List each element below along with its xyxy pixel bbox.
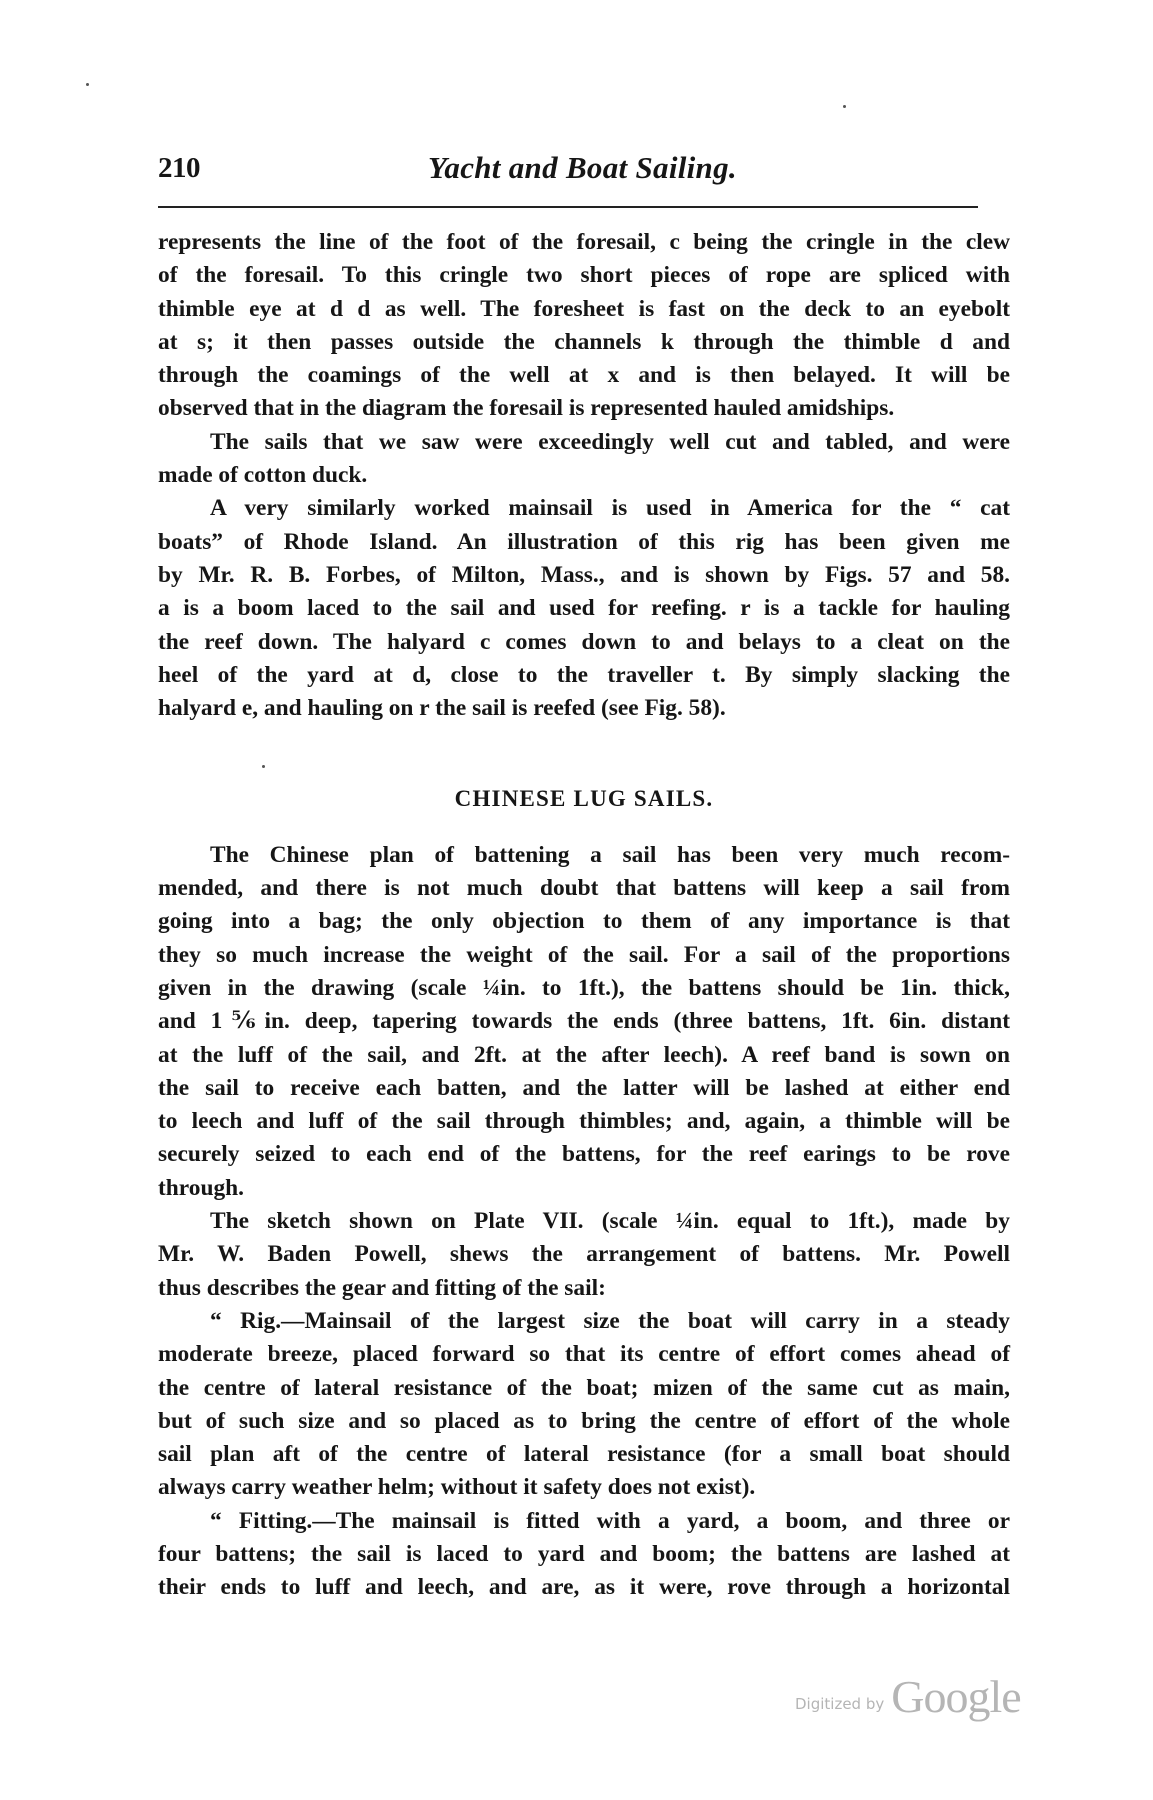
running-title: Yacht and Boat Sailing. bbox=[428, 150, 737, 185]
text-line: and 1⅚in. deep, tapering towards the ends (three battens, 1ft. 6in. distant bbox=[158, 1008, 1010, 1035]
text-line: they so much increase the weight of the sail. For a sail of the proportions bbox=[158, 941, 1010, 968]
text-line: given in the drawing (scale ¼in. to 1ft.), the battens should be 1in. thick, bbox=[158, 974, 1010, 1001]
text-line: the reef down. The halyard c comes down to and belays to a cleat on the bbox=[158, 628, 1010, 655]
text-line: at s; it then passes outside the channels k through the thimble d and bbox=[158, 328, 1010, 355]
text-line: made of cotton duck. bbox=[158, 462, 368, 489]
text-line: boats” of Rhode Island. An illustration of this rig has been given me bbox=[158, 528, 1010, 555]
scan-speck bbox=[86, 83, 89, 86]
google-logo: Google bbox=[891, 1671, 1021, 1722]
text-line: through the coamings of the well at x and is then belayed. It will be bbox=[158, 362, 1010, 389]
text-line: the centre of lateral resistance of the boat; mizen of the same cut as main, bbox=[158, 1374, 1010, 1401]
paragraph-2 bbox=[158, 426, 1010, 493]
text-line: securely seized to each end of the battens, for the reef earings to be rove bbox=[158, 1141, 1010, 1168]
text-line: four battens; the sail is laced to yard and boom; the battens are lashed at bbox=[158, 1540, 1010, 1567]
text-line: of the foresail. To this cringle two short pieces of rope are spliced with bbox=[158, 262, 1010, 289]
paragraph-5 bbox=[158, 1205, 1010, 1305]
text-line: a is a boom laced to the sail and used for reefing. r is a tackle for hauling bbox=[158, 595, 1010, 622]
text-line: thimble eye at d d as well. The foresheet is fast on the deck to an eyebolt bbox=[158, 295, 1010, 322]
scan-speck bbox=[843, 105, 846, 108]
text-line: halyard e, and hauling on r the sail is reefed (see Fig. 58). bbox=[158, 695, 726, 722]
page-number: 210 bbox=[158, 152, 200, 184]
text-line: going into a bag; the only objection to them of any importance is that bbox=[158, 908, 1010, 935]
text-line: heel of the yard at d, close to the traveller t. By simply slacking the bbox=[158, 661, 1010, 688]
paragraph-3 bbox=[158, 492, 1010, 725]
text-line: The Chinese plan of battening a sail has been very much recom- bbox=[210, 841, 1010, 868]
text-line: the sail to receive each batten, and the latter will be lashed at either end bbox=[158, 1074, 1010, 1101]
section-heading: CHINESE LUG SAILS. bbox=[454, 786, 714, 812]
text-line: The sails that we saw were exceedingly well cut and tabled, and were bbox=[210, 428, 1010, 455]
header-rule bbox=[158, 206, 978, 208]
text-line: Mr. W. Baden Powell, shews the arrangement of battens. Mr. Powell bbox=[158, 1241, 1010, 1268]
paragraph-6-quote-rig bbox=[158, 1305, 1010, 1505]
text-line: through. bbox=[158, 1174, 245, 1201]
page-header bbox=[158, 148, 973, 192]
text-line: mended, and there is not much doubt that battens will keep a sail from bbox=[158, 875, 1010, 902]
text-line: represents the line of the foot of the foresail, c being the cringle in the clew bbox=[158, 229, 1010, 255]
text-line: to leech and luff of the sail through thimbles; and, again, a thimble will be bbox=[158, 1108, 1010, 1135]
text-line: thus describes the gear and fitting of the sail: bbox=[158, 1274, 606, 1301]
paragraph-7-quote-fitting bbox=[158, 1505, 1010, 1605]
paragraph-4 bbox=[158, 839, 1010, 1205]
scan-speck bbox=[262, 765, 265, 768]
text-line: moderate breeze, placed forward so that its centre of effort comes ahead of bbox=[158, 1341, 1010, 1368]
text-line: sail plan aft of the centre of lateral resistance (for a small boat should bbox=[158, 1441, 1010, 1468]
text-line: “ Fitting.—The mainsail is fitted with a yard, a boom, and three or bbox=[210, 1507, 1010, 1534]
paragraph-1 bbox=[158, 226, 1010, 426]
text-line: observed that in the diagram the foresail is represented hauled amidships. bbox=[158, 395, 895, 422]
body-text bbox=[158, 226, 1010, 1605]
text-line: by Mr. R. B. Forbes, of Milton, Mass., and is shown by Figs. 57 and 58. bbox=[158, 561, 1010, 588]
text-line: their ends to luff and leech, and are, as it were, rove through a horizontal bbox=[158, 1574, 1010, 1601]
text-line: always carry weather helm; without it safety does not exist). bbox=[158, 1474, 756, 1501]
digitized-by-google-watermark bbox=[795, 1670, 1021, 1723]
text-line: at the luff of the sail, and 2ft. at the after leech). A reef band is sown on bbox=[158, 1041, 1010, 1068]
text-line: “ Rig.—Mainsail of the largest size the boat will carry in a steady bbox=[210, 1307, 1010, 1334]
text-line: A very similarly worked mainsail is used in America for the “ cat bbox=[210, 495, 1010, 522]
text-line: The sketch shown on Plate VII. (scale ¼in. equal to 1ft.), made by bbox=[210, 1208, 1010, 1235]
text-line: but of such size and so placed as to bring the centre of effort of the whole bbox=[158, 1407, 1010, 1434]
watermark-prefix: Digitized by bbox=[795, 1695, 885, 1713]
